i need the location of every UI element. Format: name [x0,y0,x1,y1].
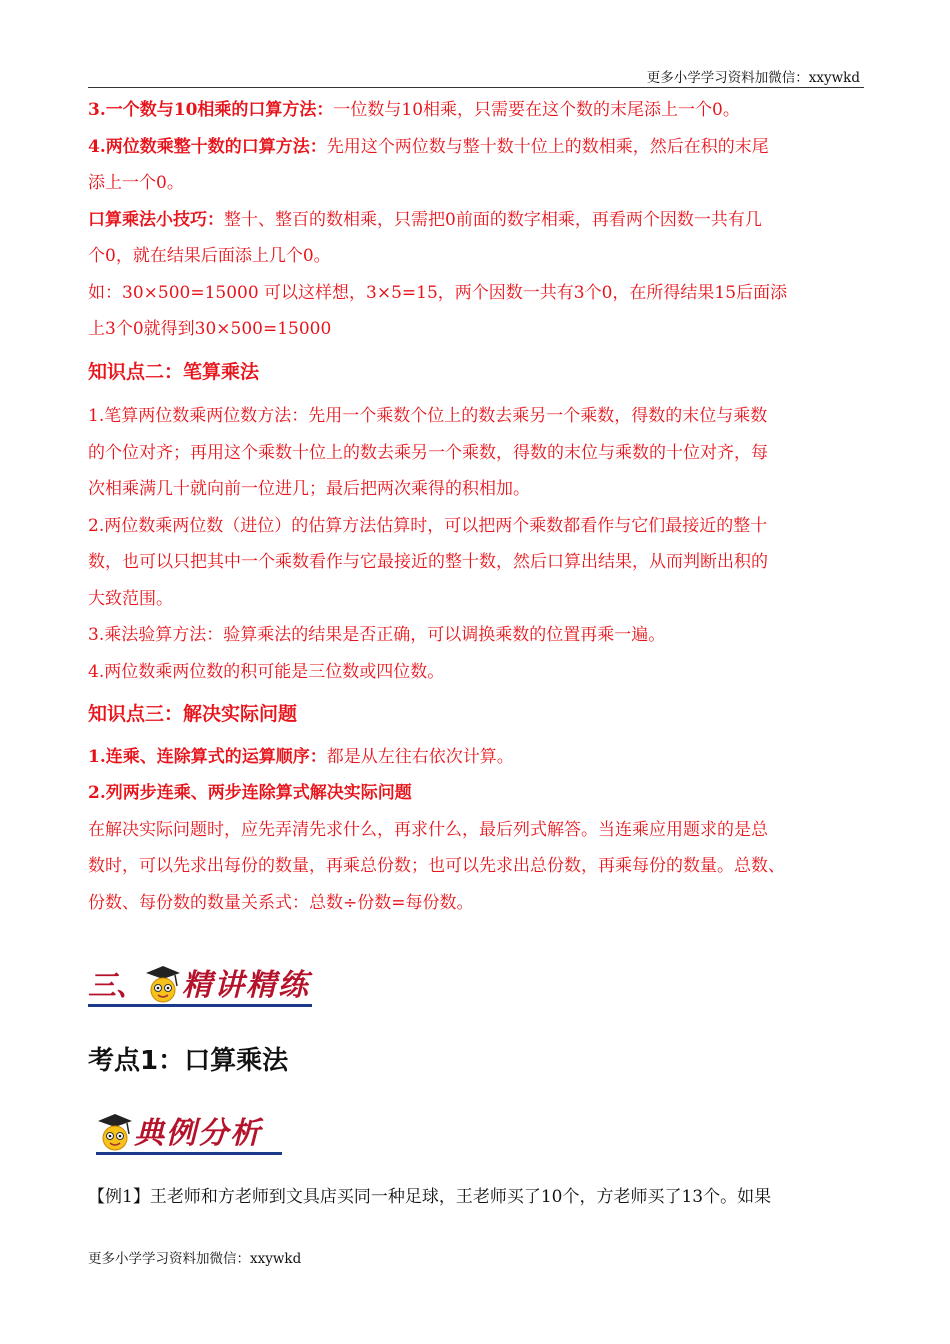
tip-line-cont: 个0，就在结果后面添上几个0。 [88,246,331,266]
section3-heading: 知识点三：解决实际问题 [88,703,298,725]
rule-line-4-cont: 添上一个0。 [88,173,184,193]
section3-line: 数时，可以先求出每份的数量，再乘总份数；也可以先求出总份数，再乘每份的数量。总数、 [88,856,785,876]
section2-line: 2.两位数乘两位数（进位）的估算方法估算时，可以把两个乘数都看作与它们最接近的整十 [88,515,768,536]
rule-text: 一位数与10相乘，只需要在这个数的末尾添上一个0。 [333,100,740,120]
section3-subtitle: 2.列两步连乘、两步连除算式解决实际问题 [88,783,412,803]
section2-line: 次相乘满几十就向前一位进几；最后把两次乘得的积相加。 [88,479,530,499]
rule-title: 4.两位数乘整十数的口算方法： [88,136,327,157]
section3-line [88,739,863,776]
banner-title: 典例分析 [134,1116,262,1151]
section2-line: 3.乘法验算方法：验算乘法的结果是否正确，可以调换乘数的位置再乘一遍。 [88,625,666,645]
example-line-cont: 上3个0就得到30×500=15000 [88,319,332,339]
kaodian-heading: 考点1：口算乘法 [88,1046,289,1076]
section3-text: 都是从左往右依次计算。 [326,746,514,767]
banner-jingjiang [88,964,312,1007]
banner-dianli [96,1112,282,1155]
section2-body [88,398,863,690]
banner-title: 精讲精练 [182,968,311,1003]
tip-text: 整十、整百的数相乘，只需把0前面的数字相乘，再看两个因数一共有几 [224,209,762,230]
section3-line: 在解决实际问题时，应先弄清先求什么，再求什么，最后列式解答。当连乘应用题求的是总 [88,819,768,840]
header-rule [88,87,864,88]
example-1: 【例1】王老师和方老师到文具店买同一种足球，王老师买了10个，方老师买了13个。如果 [88,1187,772,1207]
mascot-icon [144,964,182,1004]
tip-title: 口算乘法小技巧： [88,209,224,230]
page-header: 更多小学学习资料加微信：xxywkd [646,70,860,86]
section3-body [88,739,863,922]
rule-line-4 [88,129,863,166]
content [88,92,863,921]
section2-line: 1.笔算两位数乘两位数方法：先用一个乘数个位上的数去乘另一个乘数，得数的末位与乘数 [88,406,768,426]
rule-text: 先用这个两位数与整十数十位上的数相乘，然后在积的末尾 [326,136,769,157]
section3-title: 1.连乘、连除算式的运算顺序： [88,746,327,767]
section2-line: 大致范围。 [88,588,173,609]
rule-line-3 [88,92,863,129]
section3-line: 份数、每份数的数量关系式：总数÷份数=每份数。 [88,892,474,913]
section2-line: 的个位对齐；再用这个乘数十位上的数去乘另一个乘数，得数的末位与乘数的十位对齐，每 [88,442,768,463]
example-line: 如：30×500=15000 可以这样想，3×5=15，两个因数一共有3个0，在所得结果15后面添 [88,282,788,303]
mascot-icon [96,1112,134,1152]
section2-line: 4.两位数乘两位数的积可能是三位数或四位数。 [88,661,445,682]
section2-heading: 知识点二：笔算乘法 [88,360,260,383]
tip-line [88,202,863,239]
rule-title: 3.一个数与10相乘的口算方法： [88,100,334,120]
page-footer: 更多小学学习资料加微信：xxywkd [88,1251,302,1267]
banner-prefix: 三、 [88,969,145,1002]
section2-line: 数，也可以只把其中一个乘数看作与它最接近的整十数，然后口算出结果，从而判断出积的 [88,552,768,572]
